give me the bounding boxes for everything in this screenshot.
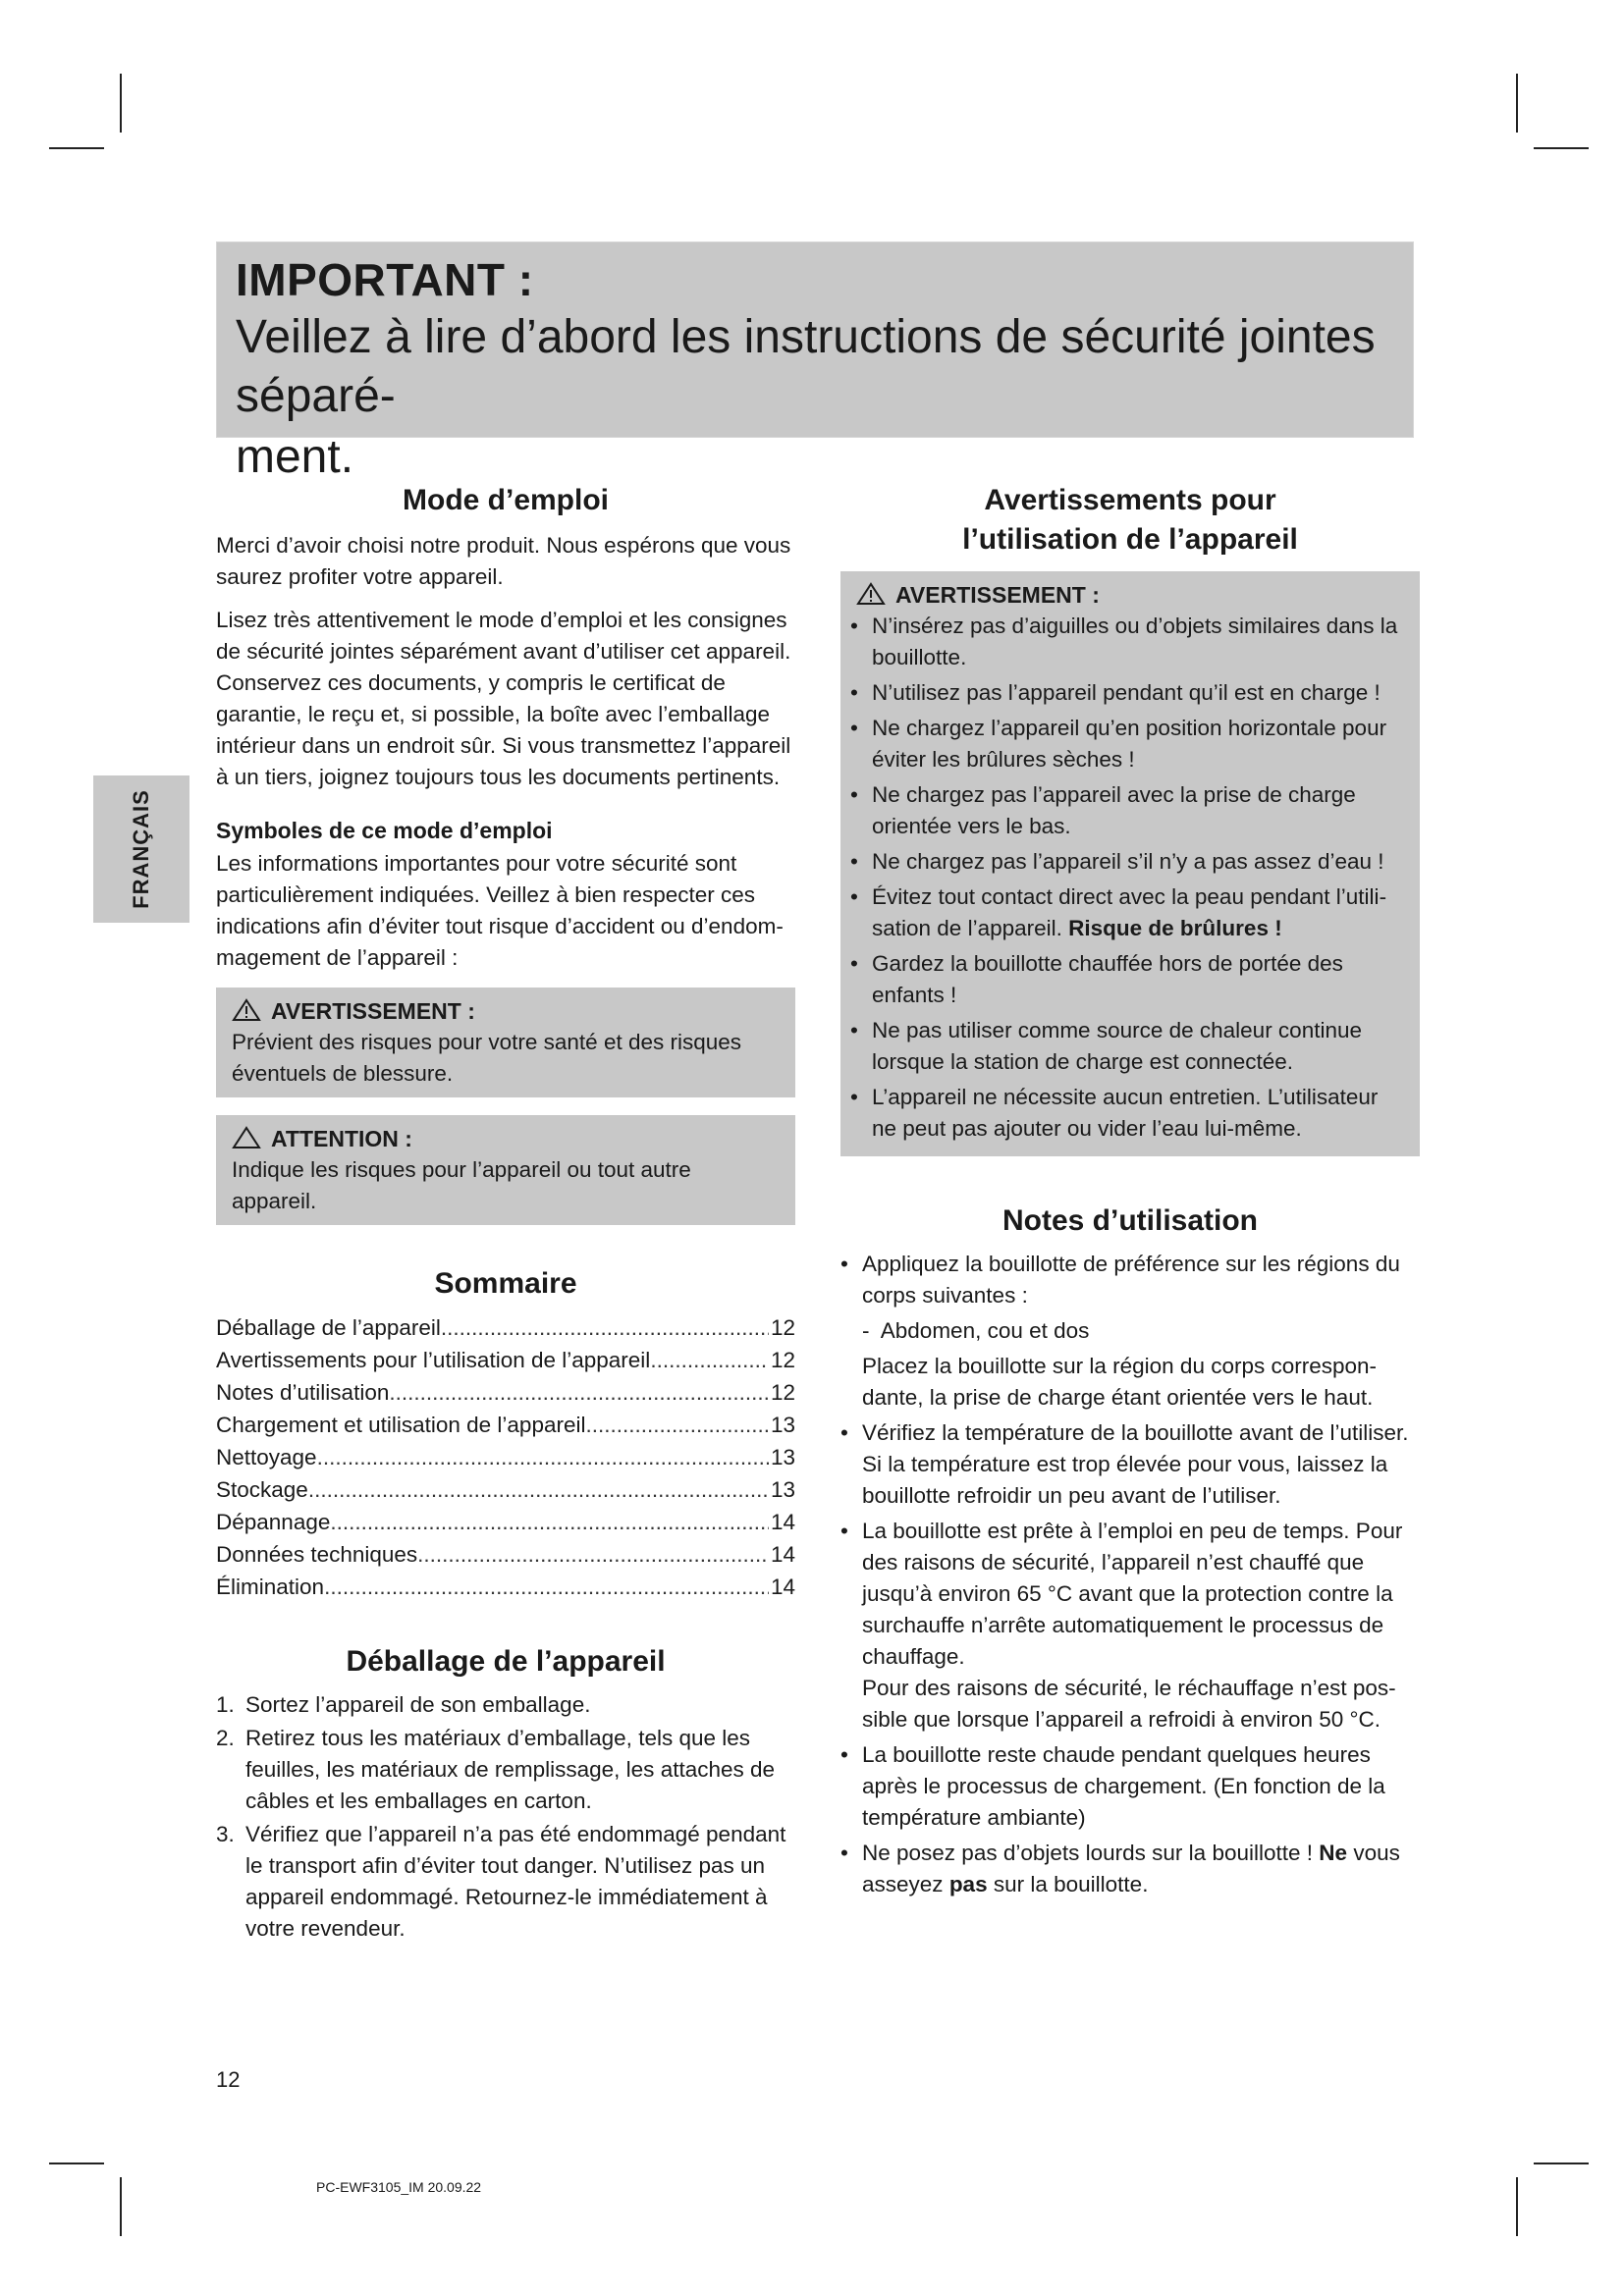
instructions-paragraph: Lisez très attentivement le mode d’emploi et les consignes de sécurité jointes séparément avant d’utiliser cet appareil. Conservez ces documents, y compris le certificat de garantie, le reçu et, si possible, la boîte avec l’emballage intérieur dans un endroit sûr. Si vous transmettez l’appareil à un tiers, joignez toujours tous les documents pertinents.	[216, 608, 791, 789]
warning-box-head	[232, 995, 780, 1027]
dash-marker: -	[862, 1318, 870, 1343]
toc-row[interactable]	[216, 1409, 795, 1441]
toc-label: Notes d’utilisation	[216, 1380, 390, 1405]
toc-page: 12	[770, 1315, 795, 1340]
toc-label: Avertissements pour l’utilisation de l’appareil	[216, 1348, 651, 1372]
intro-paragraph: Merci d’avoir choisi notre produit. Nous espérons que vous saurez profiter votre appareil.	[216, 533, 791, 589]
list-item: • Ne pas utiliser comme source de chaleur continue lorsque la station de charge est connectée.	[850, 1015, 1404, 1078]
toc-row[interactable]	[216, 1344, 795, 1376]
toc-label: Données techniques	[216, 1542, 418, 1567]
step-text: Retirez tous les matériaux d’emballage, tels que les feuilles, les matériaux de remplissage, les attaches de câbles et les emballages en carton.	[245, 1726, 776, 1813]
language-tab	[93, 775, 189, 923]
toc-row[interactable]	[216, 1538, 795, 1571]
toc-page: 14	[770, 1575, 795, 1599]
note-text: La bouillotte est prête à l’emploi en peu de temps. Pour des raisons de sécurité, l’appareil n’est chauffé que jusqu’à environ 65 °C avant que la protection contre la surchauffe n’arrête automatiquement le processus de chauffage.	[862, 1519, 1403, 1669]
note-emphasis: Ne	[1319, 1841, 1348, 1865]
avertissements-list	[850, 611, 1404, 1145]
step-text: Sortez l’appareil de son emballage.	[245, 1692, 591, 1717]
deballage-heading: Déballage de l’appareil	[346, 1645, 666, 1678]
left-column	[216, 481, 795, 1947]
right-column	[840, 481, 1420, 1904]
toc-row[interactable]	[216, 1473, 795, 1506]
attention-symbol-box	[216, 1115, 795, 1225]
crop-mark	[1534, 147, 1589, 149]
note-text: sur la bouillotte.	[993, 1872, 1149, 1896]
list-item: • Vérifiez la température de la bouillotte avant de l’utiliser. Si la température est trop élevée pour vous, laissez la bouillotte refroidir un peu avant de l’utiliser.	[840, 1417, 1420, 1512]
toc-page: 12	[770, 1348, 795, 1372]
language-tab-label: FRANÇAIS	[129, 789, 153, 909]
crop-mark	[1516, 74, 1518, 133]
note-text: Appliquez la bouillotte de préférence sur les régions du corps suivantes :	[862, 1252, 1400, 1308]
toc-label: Déballage de l’appareil	[216, 1315, 441, 1340]
toc-row[interactable]	[216, 1311, 795, 1344]
toc-page: 14	[770, 1510, 795, 1534]
note-paragraph: Placez la bouillotte sur la région du corps correspondante, la prise de charge étant orientée vers le haut.	[862, 1354, 1378, 1410]
avertissements-heading-line-2: l’utilisation de l’appareil	[962, 523, 1298, 556]
attention-triangle-icon	[232, 1126, 261, 1149]
avertissements-heading-line-1: Avertissements pour	[984, 484, 1276, 516]
document-code: PC-EWF3105_IM 20.09.22	[316, 2179, 482, 2195]
warning-item-text: Gardez la bouillotte chauffée hors de portée des enfants !	[872, 951, 1343, 1007]
step-number: 1.	[216, 1692, 235, 1717]
warning-symbol-box	[216, 988, 795, 1097]
symboles-paragraph: Les informations importantes pour votre sécurité sont particulièrement indiquées. Veillez à bien respecter ces indications afin d’éviter tout risque d’accident ou d’endommagement de l’appareil :	[216, 851, 784, 970]
list-item: • Ne chargez l’appareil qu’en position horizontale pour éviter les brûlures sèches !	[850, 713, 1404, 775]
warning-item-text: Évitez tout contact direct avec la peau pendant l’utilisation de l’appareil.	[872, 884, 1387, 940]
page-number: 12	[216, 2067, 241, 2092]
toc-page: 12	[770, 1380, 795, 1405]
warning-triangle-icon	[232, 998, 261, 1022]
step-number: 3.	[216, 1822, 235, 1846]
note-text: Vérifiez la température de la bouillotte avant de l’utiliser. Si la température est trop élevée pour vous, laissez la bouillotte refroidir un peu avant de l’utiliser.	[862, 1420, 1409, 1508]
attention-box-head	[232, 1123, 780, 1154]
table-of-contents	[216, 1311, 795, 1603]
note-paragraph: Pour des raisons de sécurité, le réchauffage n’est possible que lorsque l’appareil a refroidi à environ 50 °C.	[862, 1676, 1396, 1732]
notes-list	[840, 1249, 1420, 1900]
mode-emploi-heading: Mode d’emploi	[403, 484, 609, 516]
warning-item-text: Ne pas utiliser comme source de chaleur continue lorsque la station de charge est connectée.	[872, 1018, 1362, 1074]
toc-label: Chargement et utilisation de l’appareil	[216, 1413, 586, 1437]
list-item: • Ne chargez pas l’appareil avec la prise de charge orientée vers le bas.	[850, 779, 1404, 842]
warning-item-text: Ne chargez pas l’appareil avec la prise de charge orientée vers le bas.	[872, 782, 1356, 838]
warning-box-text: Prévient des risques pour votre santé et des risques éventuels de blessure.	[232, 1030, 742, 1086]
toc-row[interactable]	[216, 1571, 795, 1603]
symboles-heading: Symboles de ce mode d’emploi	[216, 818, 553, 843]
warning-triangle-icon	[856, 582, 886, 606]
toc-label: Nettoyage	[216, 1445, 317, 1469]
list-item: • Ne posez pas d’objets lourds sur la bouillotte ! Ne vous asseyez pas sur la bouillotte.	[840, 1841, 1400, 1896]
avertissements-box	[840, 571, 1420, 1156]
toc-page: 14	[770, 1542, 795, 1567]
toc-page: 13	[770, 1445, 795, 1469]
important-banner	[216, 241, 1414, 483]
crop-mark	[1516, 2177, 1518, 2236]
list-item: • Gardez la bouillotte chauffée hors de portée des enfants !	[850, 948, 1404, 1011]
crop-mark	[1534, 2163, 1589, 2164]
note-text: Ne posez pas d’objets lourds sur la bouillotte !	[862, 1841, 1314, 1865]
list-item: • N’utilisez pas l’appareil pendant qu’il est en charge !	[850, 677, 1404, 709]
list-item	[216, 1819, 795, 1945]
warning-item-emphasis: Risque de brûlures !	[1068, 916, 1282, 940]
list-item: • Ne chargez pas l’appareil s’il n’y a pas assez d’eau !	[850, 846, 1404, 878]
toc-label: Dépannage	[216, 1510, 331, 1534]
crop-mark	[49, 147, 104, 149]
note-sub-item: Abdomen, cou et dos	[880, 1318, 1090, 1343]
step-number: 2.	[216, 1726, 235, 1750]
crop-mark	[49, 2163, 104, 2164]
toc-page: 13	[770, 1477, 795, 1502]
note-text: vous asseyez	[862, 1841, 1400, 1896]
list-item: • Appliquez la bouillotte de préférence sur les régions du corps suivantes : - Abdomen, cou et dos Placez la bouillotte sur la région du corps correspondante, la prise de charge étant orientée vers le haut.	[840, 1249, 1420, 1414]
toc-row[interactable]	[216, 1506, 795, 1538]
toc-label: Stockage	[216, 1477, 308, 1502]
list-item	[216, 1689, 795, 1721]
toc-label: Élimination	[216, 1575, 325, 1599]
deballage-steps	[216, 1689, 795, 1945]
list-item: • L’appareil ne nécessite aucun entretien. L’utilisateur ne peut pas ajouter ou vider l’eau lui-même.	[850, 1082, 1404, 1145]
warning-item-text: N’insérez pas d’aiguilles ou d’objets similaires dans la bouillotte.	[872, 614, 1398, 669]
avertissements-box-head	[850, 579, 1404, 611]
sommaire-heading: Sommaire	[434, 1267, 577, 1300]
notes-heading: Notes d’utilisation	[1001, 1204, 1258, 1237]
banner-line-1: Veillez à lire d’abord les instructions de sécurité jointes séparé-	[236, 311, 1376, 422]
note-emphasis: pas	[948, 1872, 988, 1896]
warning-item-text: L’appareil ne nécessite aucun entretien. L’utilisateur ne peut pas ajouter ou vider l’eau lui-même.	[872, 1085, 1379, 1141]
note-text: La bouillotte reste chaude pendant quelques heures après le processus de chargement. (En fonction de la température ambiante)	[862, 1742, 1385, 1830]
toc-row[interactable]	[216, 1376, 795, 1409]
warning-item-text: Ne chargez l’appareil qu’en position horizontale pour éviter les brûlures sèches !	[872, 716, 1387, 772]
warning-box-title: AVERTISSEMENT :	[271, 998, 475, 1024]
list-item: • La bouillotte est prête à l’emploi en peu de temps. Pour des raisons de sécurité, l’appareil n’est chauffé que jusqu’à environ 65 °C avant que la protection contre la surchauffe n’arrête automatiquement le processus de chauffage. Pour des raisons de sécurité, le réchauffage n’est possible que lorsque l’appareil a refroidi à environ 50 °C.	[840, 1516, 1420, 1735]
crop-mark	[120, 2177, 122, 2236]
warning-item-text: Ne chargez pas l’appareil s’il n’y a pas assez d’eau !	[872, 849, 1384, 874]
banner-title: IMPORTANT :	[236, 254, 534, 305]
list-item: • La bouillotte reste chaude pendant quelques heures après le processus de chargement. (En fonction de la température ambiante)	[840, 1739, 1420, 1834]
avertissements-box-title: AVERTISSEMENT :	[895, 582, 1100, 608]
warning-item-text: N’utilisez pas l’appareil pendant qu’il est en charge !	[872, 680, 1380, 705]
step-text: Vérifiez que l’appareil n’a pas été endommagé pendant le transport afin d’éviter tout danger. N’utilisez pas un appareil endommagé. Retournez-le immédiatement à votre revendeur.	[245, 1822, 786, 1941]
banner-line-2: ment.	[236, 431, 354, 483]
attention-box-title: ATTENTION :	[271, 1126, 412, 1151]
attention-box-text: Indique les risques pour l’appareil ou tout autre appareil.	[232, 1157, 691, 1213]
list-item: • N’insérez pas d’aiguilles ou d’objets similaires dans la bouillotte.	[850, 611, 1404, 673]
toc-row[interactable]	[216, 1441, 795, 1473]
toc-page: 13	[770, 1413, 795, 1437]
list-item: • Évitez tout contact direct avec la peau pendant l’utilisation de l’appareil. Risque de brûlures !	[850, 884, 1387, 940]
crop-mark	[120, 74, 122, 133]
list-item	[216, 1723, 795, 1817]
